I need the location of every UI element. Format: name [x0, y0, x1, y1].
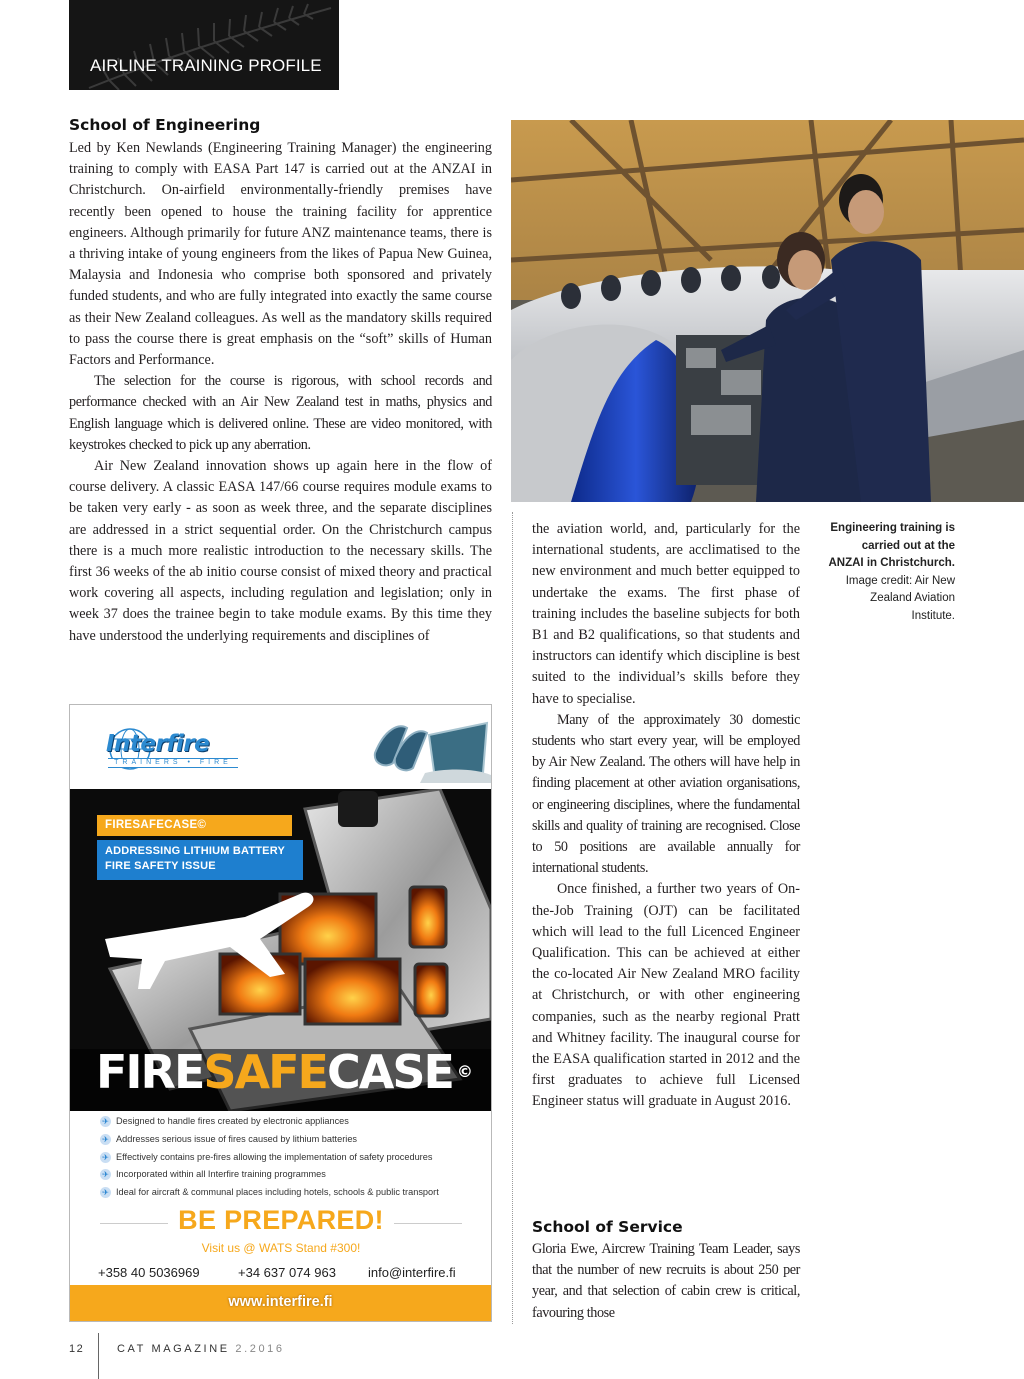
plane-bullet-icon: ✈	[100, 1152, 111, 1163]
website-link[interactable]: www.interfire.fi	[228, 1294, 333, 1310]
engineering-body-right	[532, 519, 800, 1113]
magazine-name: CAT MAGAZINE	[117, 1343, 230, 1355]
plane-bullet-icon: ✈	[100, 1116, 111, 1127]
brand-part: CASE	[326, 1045, 453, 1099]
logo-word: Interfire	[106, 731, 210, 757]
fern-icon	[69, 0, 339, 90]
interfire-advertisement	[69, 704, 492, 1322]
paragraph: the aviation world, and, particularly for the international students, are acclimatised to the new environment and much better equipped to undertake the exams. The first phase of training includes the baseline subjects for both B1 and B2 qualifications, so that students and instructors can identify which discipline is best suited to the individual’s skills before they have to specialise.	[532, 521, 800, 707]
interfire-logo	[100, 725, 240, 773]
ad-stand-info: Visit us @ WATS Stand #300!	[201, 1241, 361, 1255]
ad-product-label: FIRESAFECASE©	[97, 815, 292, 836]
list-item-text: Incorporated within all Interfire training programmes	[116, 1169, 326, 1180]
paragraph: Gloria Ewe, Aircrew Training Team Leader, says that the number of new recruits is about 250 per year, and that selection of cabin crew is critical, favouring those	[532, 1241, 800, 1321]
caption-text: Engineering training is carried out at the ANZAI in Christchurch.	[828, 522, 955, 570]
plane-bullet-icon: ✈	[100, 1169, 111, 1180]
divider	[394, 1223, 462, 1224]
list-item	[100, 1131, 480, 1149]
paragraph: Led by Ken Newlands (Engineering Training Manager) the engineering training to comply with EASA Part 147 is carried out at the ANZAI in Christchurch. On-airfield environmentally-friendly premises have recently been opened to house the training facility for apprentice engineers. Although primarily for future ANZ maintenance teams, there is a thriving intake of young engineers from the likes of Papua New Guinea, Malaysia and Indonesia who comprise both sponsored and privately funded students, and who are fully integrated into exactly the same course as their New Zealand colleagues. As well as the mandatory skills required to pass the course there is great emphasis on the “soft” skills of Human Factors and Performance.	[69, 140, 492, 369]
ad-brand-wordmark	[96, 1047, 471, 1097]
list-item	[100, 1184, 480, 1202]
divider	[100, 1223, 168, 1224]
heading-school-of-service: School of Service	[532, 1218, 683, 1236]
phone-number: +34 637 074 963	[238, 1265, 336, 1280]
tagline-text: BE PREPARED!	[178, 1205, 384, 1235]
footer-divider	[98, 1333, 99, 1379]
list-item-text: Designed to handle fires created by electronic appliances	[116, 1116, 349, 1126]
ad-url-bar	[70, 1285, 491, 1322]
section-title: AIRLINE TRAINING PROFILE	[90, 56, 322, 75]
photo-caption	[828, 520, 955, 626]
section-header-tab	[69, 0, 339, 90]
hangar-photo-illustration	[511, 120, 1024, 502]
plane-bullet-icon: ✈	[100, 1134, 111, 1145]
ad-feature-list	[100, 1113, 480, 1202]
brand-part: SAFE	[203, 1045, 327, 1099]
brand-part: FIRE	[96, 1045, 204, 1099]
aircraft-window-icon	[365, 713, 491, 783]
page-number: 12	[69, 1343, 85, 1355]
engineering-body-left	[69, 138, 492, 647]
ad-issue-label: ADDRESSING LITHIUM BATTERY FIRE SAFETY ISSUE	[97, 840, 303, 880]
list-item-text: Addresses serious issue of fires caused by lithium batteries	[116, 1133, 358, 1144]
paragraph: Air New Zealand innovation shows up again here in the flow of course delivery. A classic EASA 147/66 course requires module exams to be taken very early - as soon as week three, and the separate disciplines are addressed in a strict sequential order. On the Christchurch campus there is a much more realistic introduction to the necessary skills. The first 36 weeks of the ab initio course consist of mixed theory and practical work covering all aspects, including regulation and legislation; only in week 37 does the trainee begin to take module exams. By this time they have understood the underlying requirements and disciplines of	[69, 458, 492, 644]
plane-bullet-icon: ✈	[100, 1187, 111, 1198]
service-body	[532, 1239, 800, 1324]
phone-number: +358 40 5036969	[98, 1265, 200, 1280]
list-item-text: Effectively contains pre-fires allowing the implementation of safety procedures	[116, 1151, 433, 1162]
logo-subtitle: TRAINERS • FIRE	[108, 758, 238, 768]
paragraph: Many of the approximately 30 domestic students who start every year, will be employed by Air New Zealand. The others will have help in finding placement at other aviation organisations, or engineering disciplines, where the fundamental skills and quality of training are recognised. Close to 50 positions are available annually for international students.	[532, 711, 800, 877]
paragraph: Once finished, a further two years of On-the-Job Training (OJT) can be facilitated which will lead to the full Licenced Engineer Qualification. This can be achieved at either the co-located Air New Zealand MRO facility at Christchurch, or with other engineering companies, such as the nearby regional Pratt and Whitney facility. The inaugural course for the EASA qualification started in 2012 and the first graduates to achieve full Licensed Engineer status will graduate in August 2016.	[532, 881, 800, 1110]
magazine-footer	[117, 1343, 285, 1355]
paragraph: The selection for the course is rigorous, with school records and performance checked with an Air New Zealand test in maths, physics and English language which is delivered online. These are video monitored, with keystrokes checked to pick up any aberration.	[69, 373, 492, 453]
copyright-mark: ©	[456, 1062, 471, 1081]
engineering-training-photo	[511, 120, 1024, 502]
caption-credit: Image credit: Air New Zealand Aviation Institute.	[845, 574, 955, 622]
ad-header	[70, 705, 491, 789]
list-item-text: Ideal for aircraft & communal places including hotels, schools & public transport	[116, 1187, 439, 1198]
heading-school-of-engineering: School of Engineering	[69, 116, 261, 134]
ad-tagline	[100, 1205, 462, 1236]
issue-date: 2.2016	[235, 1343, 285, 1355]
email-link[interactable]: info@interfire.fi	[368, 1265, 456, 1280]
list-item	[100, 1113, 480, 1131]
list-item	[100, 1166, 480, 1184]
list-item	[100, 1149, 480, 1167]
column-divider	[512, 512, 513, 1324]
